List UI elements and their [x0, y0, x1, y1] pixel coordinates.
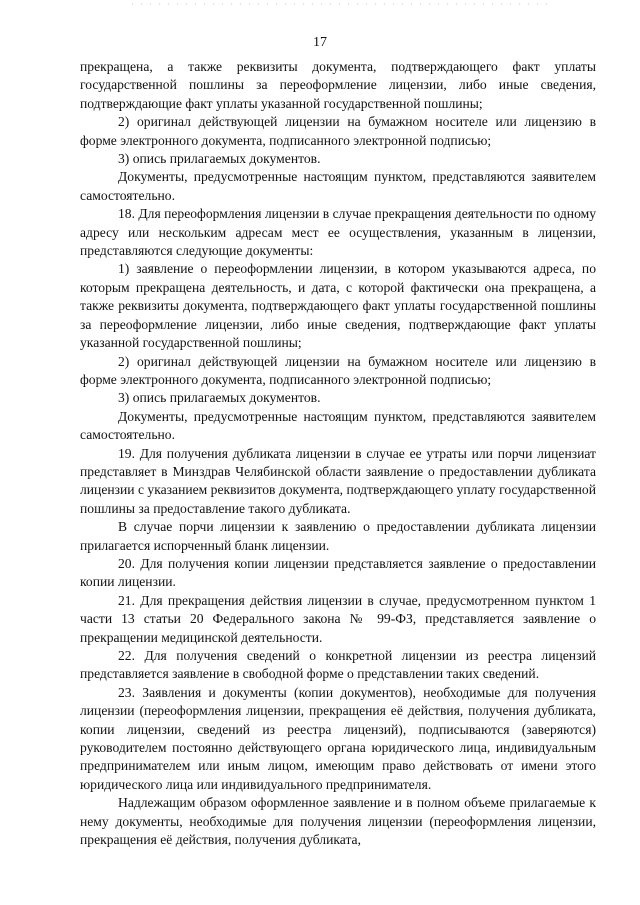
paragraph: 3) опись прилагаемых документов.	[118, 390, 321, 406]
paragraph: 21. Для прекращения действия лицензии в случае, предусмотренном пунктом 1 части 13 статьи 20 Федерального закона № 99-ФЗ, представляется заявление о прекращении медицинской деятельности.	[80, 592, 596, 645]
paragraph: 1) заявление о переоформлении лицензии, в котором указываются адреса, по которым прекращена деятельность, и дата, с которой фактически она прекращена, а также реквизиты документа, подтверждающего факт уплаты государственной пошлины за переоформление лицензии, либо иные сведения, подтверждающие факт уплаты указанной государственной пошлины;	[80, 261, 596, 351]
paragraph: В случае порчи лицензии к заявлению о предоставлении дубликата лицензии прилагается испорченный бланк лицензии.	[80, 519, 596, 553]
document-body	[80, 58, 596, 849]
paragraph: Документы, предусмотренные настоящим пунктом, представляются заявителем самостоятельно.	[80, 408, 596, 443]
paragraph: Документы, предусмотренные настоящим пунктом, представляются заявителем самостоятельно.	[80, 169, 596, 203]
paragraph: 19. Для получения дубликата лицензии в случае ее утраты или порчи лицензиат представляет в Минздрав Челябинской области заявление о предоставлении дубликата лицензии с указанием реквизитов документа, подтверждающего уплату государственной пошлины за предоставление такого дубликата.	[80, 445, 596, 516]
paragraph: 2) оригинал действующей лицензии на бумажном носителе или лицензию в форме электронного документа, подписанного электронной подписью;	[80, 353, 596, 387]
paragraph: 2) оригинал действующей лицензии на бумажном носителе или лицензию в форме электронного документа, подписанного электронной подписью;	[80, 114, 596, 148]
paragraph: Надлежащим образом оформленное заявление и в полном объеме прилагаемые к нему документы, необходимые для получения лицензии (переоформления лицензии, прекращения её действия, получения дубликата,	[80, 795, 596, 848]
paragraph: прекращена, а также реквизиты документа, подтверждающего факт уплаты государственной пошлины за переоформление лицензии, либо иные сведения, подтверждающие факт уплаты указанной государственной пошлины;	[80, 59, 596, 111]
page-number: 17	[313, 35, 327, 50]
paragraph: 20. Для получения копии лицензии представляется заявление о предоставлении копии лицензии.	[80, 555, 596, 590]
paragraph: 3) опись прилагаемых документов.	[118, 151, 321, 167]
scan-artifact	[128, 2, 548, 6]
paragraph: 23. Заявления и документы (копии документов), необходимые для получения лицензии (переоформления лицензии, прекращения её действия, получения дубликата, копии лицензии, сведений из реестра лицензий), подписываются (заверяются) руководителем постоянно действующего органа юридического лица, индивидуальным предпринимателем или иным лицом, имеющим право действовать от имени этого юридического лица или индивидуального предпринимателя.	[80, 684, 596, 792]
paragraph: 18. Для переоформления лицензии в случае прекращения деятельности по одному адресу или нескольким адресам мест ее осуществления, указанным в лицензии, представляются следующие документы:	[80, 206, 597, 259]
paragraph: 22. Для получения сведений о конкретной лицензии из реестра лицензий представляется заявление в свободной форме о представлении таких сведений.	[80, 648, 596, 682]
